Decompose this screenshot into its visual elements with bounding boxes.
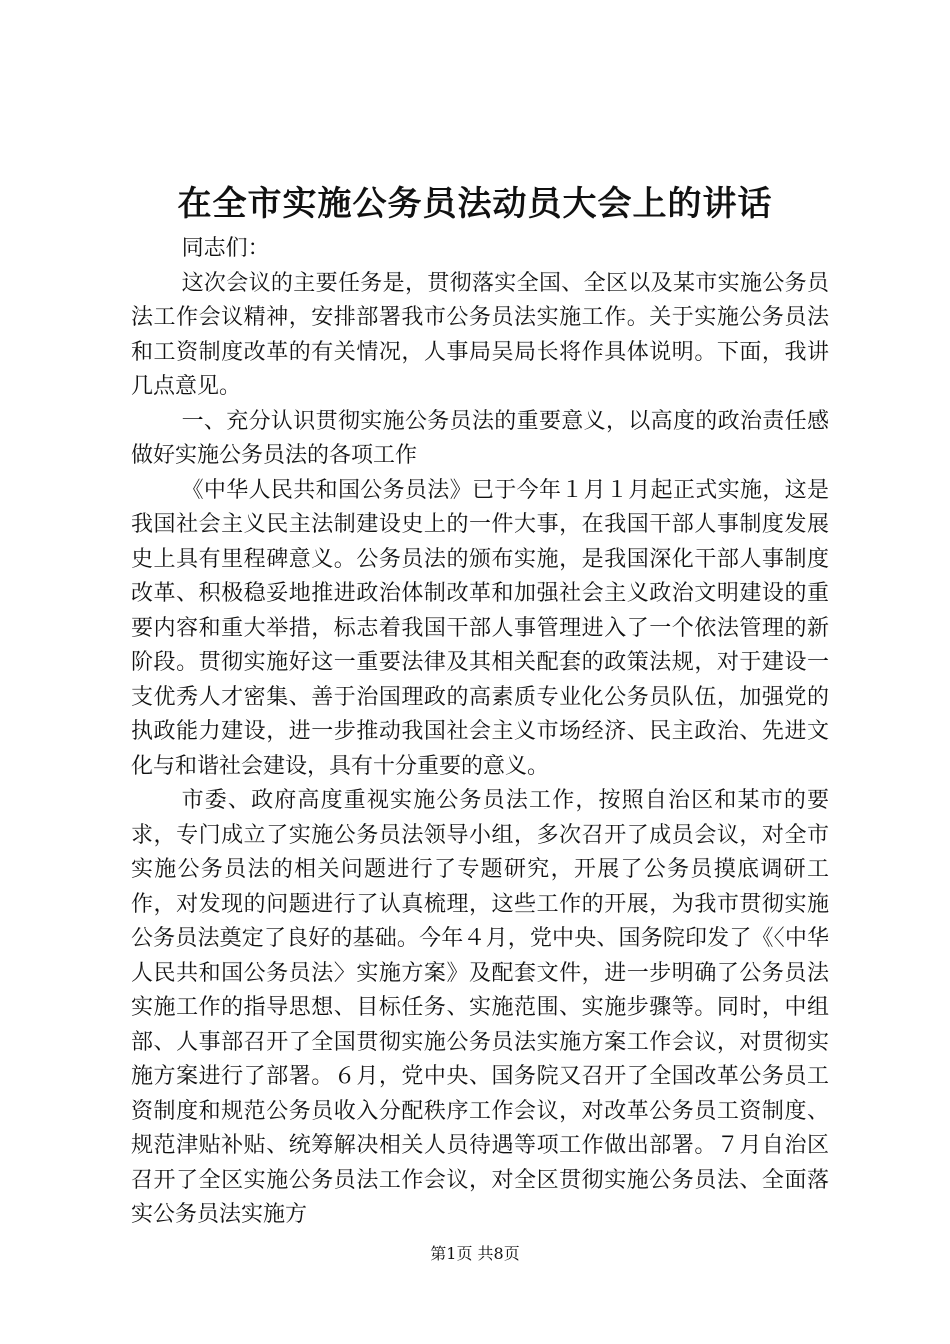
page-number-footer: 第1页 共8页 — [430, 1244, 520, 1263]
body-paragraph: 市委、政府高度重视实施公务员法工作，按照自治区和某市的要求，专门成立了实施公务员法领导小组，多次召开了成员会议，对全市实施公务员法的相关问题进行了专题研究，开展了公务员摸底调研工作，对发现的问题进行了认真梳理，这些工作的开展，为我市贯彻实施公务员法奠定了良好的基础。今年４月，党中央、国务院印发了《〈中华人民共和国公务员法〉实施方案》及配套文件，进一步明确了公务员法实施工作的指导思想、目标任务、实施范围、实施步骤等。同时，中组部、人事部召开了全国贯彻实施公务员法实施方案工作会议，对贯彻实施方案进行了部署。６月，党中央、国务院又召开了全国改革公务员工资制度和规范公务员收入分配秩序工作会议，对改革公务员工资制度、规范津贴补贴、统筹解决相关人员待遇等项工作做出部署。７月自治区召开了全区实施公务员法工作会议，对全区贯彻实施公务员法、全面落实公务员法实施方 — [131, 788, 829, 1227]
intro-paragraph: 这次会议的主要任务是，贯彻落实全国、全区以及某市实施公务员法工作会议精神，安排部署我市公务员法实施工作。关于实施公务员法和工资制度改革的有关情况，人事局吴局长将作具体说明。下面，我讲几点意见。 — [131, 270, 829, 399]
salutation-paragraph: 同志们： — [181, 236, 270, 261]
body-paragraph: 《中华人民共和国公务员法》已于今年１月１月起正式实施，这是我国社会主义民主法制建设史上的一件大事，在我国干部人事制度发展史上具有里程碑意义。公务员法的颁布实施，是我国深化干部人事制度改革、积极稳妥地推进政治体制改革和加强社会主义政治文明建设的重要内容和重大举措，标志着我国干部人事管理进入了一个依法管理的新阶段。贯彻实施好这一重要法律及其相关配套的政策法规，对于建设一支优秀人才密集、善于治国理政的高素质专业化公务员队伍，加强党的执政能力建设，进一步推动我国社会主义市场经济、民主政治、先进文化与和谐社会建设，具有十分重要的意义。 — [131, 477, 829, 779]
document-body — [131, 232, 829, 1233]
section-heading-paragraph: 一、充分认识贯彻实施公务员法的重要意义，以高度的政治责任感做好实施公务员法的各项工作 — [131, 408, 829, 468]
document-title: 在全市实施公务员法动员大会上的讲话 — [177, 184, 773, 224]
